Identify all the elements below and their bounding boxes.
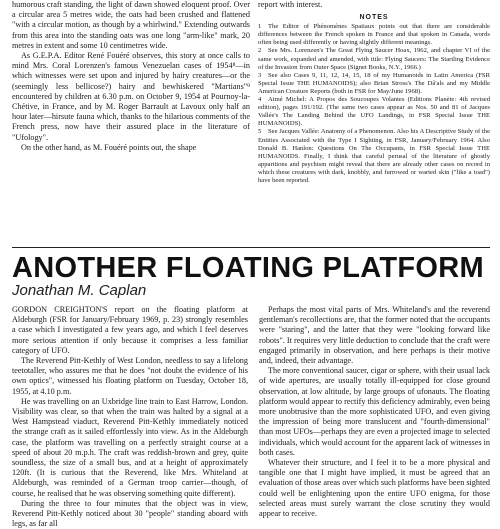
note-number: 2 xyxy=(258,47,262,55)
body-paragraph: On the other hand, as M. Fouéré points out, the shape xyxy=(21,142,197,152)
article-right-column xyxy=(259,305,491,519)
body-paragraph: Whatever their structure, and I feel it to be a more physical and tangible one that I might have implied, it must be agreed that an evaluation of those areas over which such platforms have been sighted could well be enlightening upon the entire UFO enigma, for those selected areas must surely warrant the close scrutiny they would appear to receive. xyxy=(259,458,490,519)
body-paragraph: The more conventional saucer, cigar or sphere, with their usual lack of wide apertures, are usually totally ill-equipped for close ground observation, at low altitude, by large groups of ufonauts. The floating platform would appear to rectify this deficiency admirably, even being more unobtrusive than the more sophisticated UFO, and even giving the impression of being more translucent and "fourth-dimensional" than most UFOs—perhaps they are even a projected image to selected individuals, which would account for the apparent lack of witnesses in both cases. xyxy=(259,366,491,457)
note-text: See also Cases 9, 11, 12, 14, 15, 18 of my Humanoids in Latin America (FSR Special Issue THE HUMANOIDS); also Brian Stross's The Dâ'als and my Middle American Creature Reports (both in FSR for May/June 1968). xyxy=(258,71,490,95)
article-title: ANOTHER FLOATING PLATFORM xyxy=(12,252,484,284)
note-text: Aimé Michel: A Propos des Soucoupes Volantes (Editions Planète: 4th revised edition), pages 191/192. (The same two cases appear as Nos. 50 and 81 of Jacques Vallée's The Landing Behind the UFO Landings, in FSR Special Issue THE HUMANOIDS). xyxy=(258,96,490,128)
lead-line: report with interest. xyxy=(258,0,323,9)
article-left-column xyxy=(12,305,248,529)
body-paragraph: humorous craft standing, the light of dawn showed eloquent proof. Over a circular area 5 metres wide, the oats had been crushed and flattened "with a circular motion, as though by a whirlwind." Extending outwards from this area into the standing oats was one long "arm-like" mark, 20 metres in extent and some 10 centimetres wide. xyxy=(12,0,250,50)
note-item xyxy=(258,72,490,96)
note-number: 5 xyxy=(258,128,262,136)
body-paragraph: As G.E.P.A. Editor René Fouéré observes, this story at once calls to mind Mrs. Coral Lorenzen's famous Venezuelan cases of 1954⁸—in which witnesses were set upon and injured by hairy creatures—or the (seemingly less bellicose?) hairy and bewhiskered "Martians"⁹ encountered by children at 6.30 p.m. on October 9, 1954 at Pournoy-la-Chétive, in France, and by M. Roger Barrault at Lavoux only half an hour later—hirsute fauna which, thanks to the hilarious comments of the French press, now have their assured place in the literature of "Ufology". xyxy=(12,51,250,142)
top-right-column xyxy=(258,0,490,236)
note-item xyxy=(258,47,490,71)
note-number: 1 xyxy=(258,23,262,31)
body-paragraph: He was travelling on an Uxbridge line train to East Harrow, London. Visibility was clear, so that when the train was halted by a signal at a West Hampstead viaduct, Reverend Pitt-Kethly immediately noticed the strange craft as it sailed effortlessly into view. As in the Aldeburgh case, the platform was travelling on a perfectly straight course at a speed of about 20 m.p.h. The craft was reddish-brown and grey, quite soundless, the size of a small bus, and at a height of approximately 120ft. (It is curious that the Reverend, like Mrs. Whiteland at Aldeburgh, was reminded of a German troop carrier—though, of course, he realised that he was observing something quite different). xyxy=(12,396,248,498)
note-text: See Mrs. Lorenzen's The Great Flying Saucer Hoax, 1962, and chapter VI of the same work, expanded and amended, with title: Flying Saucers: The Startling Evidence of the Invasion from Outer Space (Signet Books, N.Y., 1966.) xyxy=(258,47,490,71)
section-divider xyxy=(12,247,490,248)
body-paragraph: GORDON CREIGHTON'S report on the floating platform at Aldeburgh (FSR for January/February 1969, p. 23) strongly resembles a case which I investigated a few years ago, and which I feel deserves more serious attention if only because it comprises a less familiar category of UFO. xyxy=(12,305,248,355)
note-item xyxy=(258,23,490,47)
article-author: Jonathan M. Caplan xyxy=(12,282,147,299)
notes-heading: NOTES xyxy=(359,14,389,22)
note-item xyxy=(258,96,490,128)
note-text: See Jacques Vallée: Anatomy of a Phenomenon. Also his A Descriptive Study of the Entities Associated with the Type I Sighting, in FSR, January/February 1964. Also Donald B. Hanlon: Questions On The Occupants, in FSR Special Issue THE HUMANOIDS. Finally, I think that careful perusal of the literature of ghostly apparitions and psychism might reveal that there are already other cases on record in which these creatures with dark, knobbly, and furrowed or warted skin ("like a toad") have been reported. xyxy=(258,128,490,184)
body-paragraph: Perhaps the most vital parts of Mrs. Whiteland's and the reverend gentleman's recollections are, that the former noted that the occupants were "staring", and the latter that they were "looking forward like robots". It requires very little deduction to conclude that the craft were engaged primarily in observation, and here perhaps is their motive and, indeed, their advantage. xyxy=(259,305,490,366)
body-paragraph: The Reverend Pitt-Kethly of West London, needless to say a lifelong teetotaller, who assures me that he does "not doubt the evidence of his own optics", witnessed his floating platform on Tuesday, October 18, 1955, at 4.10 p.m. xyxy=(12,356,248,396)
note-number: 4 xyxy=(258,96,262,104)
note-text: The Editor of Phénomènes Spatiaux points out that there are considerable differences between the French spoken in France and that spoken in Canada, words often being used differently or having slightly different meanings. xyxy=(258,23,490,47)
note-number: 3 xyxy=(258,71,262,79)
top-left-column xyxy=(12,0,250,236)
body-paragraph: During the three to four minutes that the object was in view, Reverend Pitt-Kethly noticed about 30 "people" standing aboard with legs, as far all xyxy=(12,498,248,529)
note-item xyxy=(258,128,490,185)
